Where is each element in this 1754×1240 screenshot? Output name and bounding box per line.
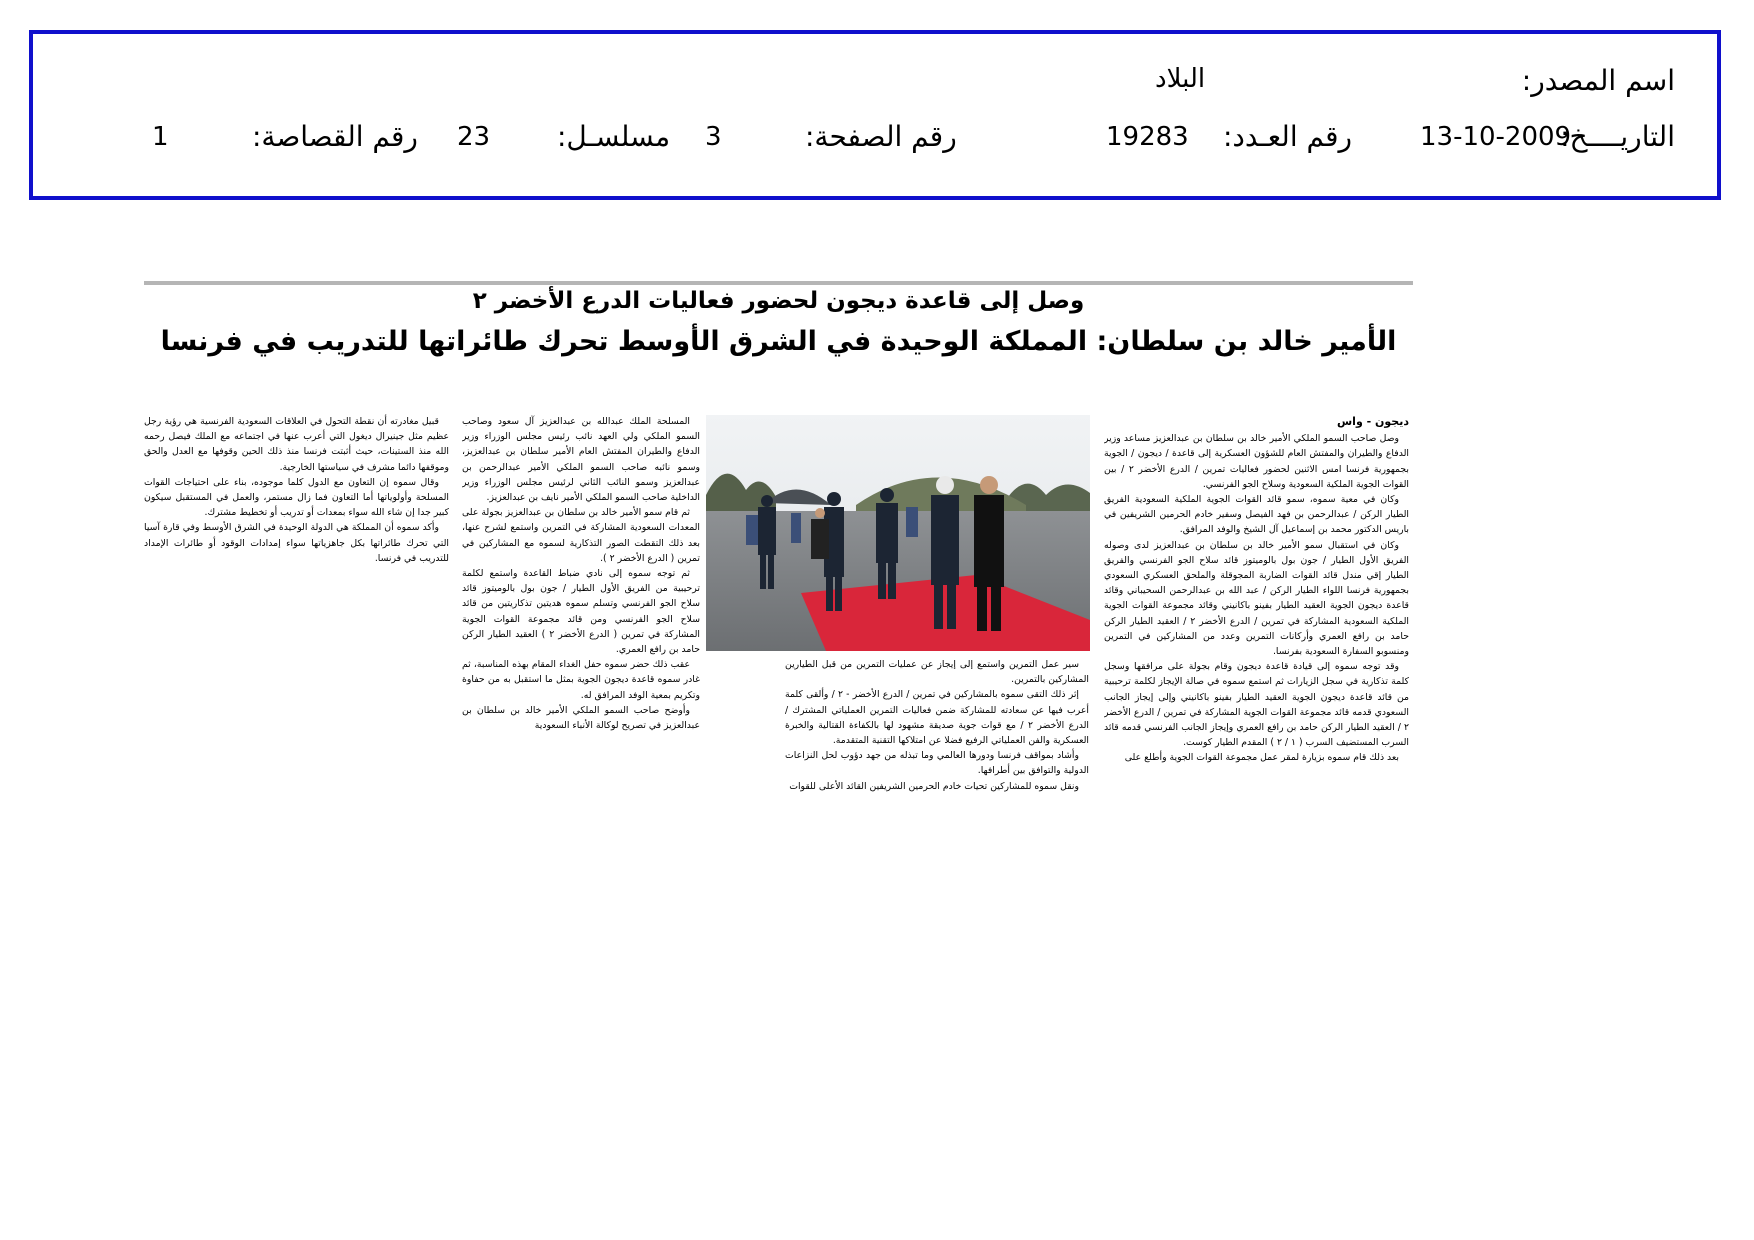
article-byline: ديجون - واس — [1337, 415, 1409, 428]
source-label: اسم المصدر: — [1521, 64, 1675, 97]
article-column-3 — [462, 414, 700, 816]
col2-paragraph: إثر ذلك التقى سموه بالمشاركين في تمرين / الدرع الأخضر - ٢ / وألقى كلمة أعرب فيها عن سعادته للمشاركة ضمن فعاليات التمرين العملياتي المشترك / الدرع الأخضر ٢ / مع قوات جوية صديقة مشهود لها بالكفاءة القتالية والخبرة العسكرية والفن العملياتي الرفيع فضلا عن امتلاكها التقنية المتقدمة. — [785, 689, 1089, 747]
col2-paragraph: وأشاد بمواقف فرنسا ودورها العالمي وما تبذله من جهد دؤوب لحل النزاعات الدولية والتوافق بين أطرافها. — [785, 750, 1089, 777]
col2-paragraph: سير عمل التمرين واستمع إلى إيجاز عن عمليات التمرين من قبل الطيارين المشاركين بالتمرين. — [785, 659, 1089, 686]
article-top-rule — [144, 281, 1413, 285]
col1-paragraph: وصل صاحب السمو الملكي الأمير خالد بن سلطان بن عبدالعزيز مساعد وزير الدفاع والطيران والمفتش العام للشؤون العسكرية إلى قاعدة / ديجون / الجوية بجمهورية فرنسا امس الاثنين لحضور فعاليات تمرين / الدرع الأخضر ٢ / بين القوات الجوية الملكية السعودية وسلاح الجو الفرنسي. — [1104, 433, 1409, 490]
col3-paragraph: المسلحة الملك عبدالله بن عبدالعزيز آل سعود وصاحب السمو الملكي ولي العهد نائب رئيس مجلس الوزراء وزير الدفاع والطيران المفتش العام الأمير سلطان بن عبدالعزيز، وسمو نائبه صاحب السمو الملكي الأمير عبدالرحمن بن عبدالعزيز وسمو النائب الثاني لرئيس مجلس الوزراء وزير الداخلية صاحب السمو الملكي الأمير نايف بن عبدالعزيز. — [462, 416, 700, 504]
col3-paragraph: وأوضح صاحب السمو الملكي الأمير خالد بن سلطان بن عبدالعزيز في تصريح لوكالة الأنباء السعودية — [462, 704, 700, 732]
col1-paragraph: وكان في معية سموه، سمو قائد القوات الجوية الملكية السعودية الفريق الطيار الركن / عبدالرحمن بن فهد الفيصل وسفير خادم الحرمين الشريفين في باريس الدكتور محمد بن إسماعيل آل الشيخ والوفد المرافق. — [1104, 494, 1409, 536]
col1-paragraph: بعد ذلك قام سموه بزيارة لمقر عمل مجموعة القوات الجوية وأطلع على — [1124, 752, 1399, 764]
serial-value: 23 — [457, 122, 491, 152]
article-kicker: وصل إلى قاعدة ديجون لحضور فعاليات الدرع الأخضر ٢ — [472, 288, 1085, 314]
col2-paragraph: ونقل سموه للمشاركين تحيات خادم الحرمين الشريفين القائد الأعلى للقوات — [789, 780, 1079, 792]
article-photo — [706, 415, 1090, 651]
col4-paragraph: وأكد سموه أن المملكة هي الدولة الوحيدة في الشرق الأوسط وفي قارة آسيا التي تحرك طائراتها بكل جاهزياتها سواء إمدادات الوقود أو طائرات الإمداد للتدريب في فرنسا. — [144, 522, 449, 564]
clipping-header-box — [29, 30, 1721, 200]
clip-number-value: 1 — [152, 122, 169, 152]
col3-paragraph: ثم توجه سموه إلى نادي ضباط القاعدة واستمع لكلمة ترحيبية من الفريق الأول الطيار / جون بول بالوميتوز قائد سلاح الجو الفرنسي وتسلم سموه هديتين تذكاريتين من قائد سلاح الجو الفرنسي ومن قائد مجموعة القوات الجوية المشاركة في تمرين ( الدرع الأخضر ٢ ) العقيد الطيار الركن حامد بن رافع العمري. — [462, 568, 700, 656]
page-value: 3 — [705, 122, 722, 152]
col4-paragraph: وقال سموه إن التعاون مع الدول كلما موجوده، بناء على احتياجات القوات المسلحة وأولوياتها أما التعاون فما زال مستمر، والعمل في المستقبل سيكون كبير جدا إن شاء الله سواء بمعدات أو تدريب أو تخطيط مشترك. — [144, 476, 449, 519]
issue-value: 19283 — [1106, 122, 1189, 152]
article-column-4 — [144, 414, 449, 594]
col3-paragraph: عقب ذلك حضر سموه حفل الغداء المقام بهذه المناسبة، ثم غادر سموه قاعدة ديجون الجوية بمثل ما استقبل به من حفاوة وتكريم بمعية الوفد المرافق له. — [462, 659, 700, 701]
article-column-2 — [785, 657, 1089, 817]
serial-label: مسلسـل: — [557, 120, 671, 153]
col4-paragraph: قبيل مغادرته أن نقطة التحول في العلاقات السعودية الفرنسية هي رؤية رجل عظيم مثل جينيرال ديغول التي أعرب عنها في اجتماعه مع الملك فيصل رحمه الله منذ الستينات، حيث أثبتت فرنسا منذ ذلك الحين وقوفها مع العدل والحق وموقفها دائما مشرف في سياستها الخارجية. — [144, 416, 449, 473]
issue-label: رقم العـدد: — [1223, 120, 1353, 153]
article-column-1 — [1104, 414, 1409, 816]
col1-paragraph: وكان في استقبال سمو الأمير خالد بن سلطان بن عبدالعزيز لدى وصوله الفريق الأول الطيار / جون بول بالوميتوز قائد سلاح الجو الفرنسي والفريق الطيار إقي مندل قائد القوات الضاربة المجوقلة والملحق العسكري السعودي بجمهورية فرنسا اللواء الطيار الركن / عبد الله بن عبدالرحمن السحيباني وقائد قاعدة ديجون الجوية العقيد الطيار بفينو باكانيني وقائد مجموعة القوات الجوية الملكية السعودية المشاركة في تمرين / الدرع الأخضر ٢ / العقيد الطيار الركن حامد بن رافع العمري وأركانات التمرين وعدد من المشاركين في التمرين ومنسوبو السفارة السعودية بفرنسا. — [1104, 539, 1409, 658]
col1-paragraph: وقد توجه سموه إلى قيادة قاعدة ديجون وقام بجولة على مرافقها وسجل كلمة تذكارية في سجل الزيارات ثم استمع سموه في صالة الإيجاز لكلمة ترحيبية من قائد قاعدة ديجون الجوية العقيد الطيار بفينو باكانيني وإلى إيجاز الجانب السعودي قدمه قائد مجموعة القوات الجوية المشاركة في تمرين / الدرع الأخضر ٢ / العقيد الطيار الركن حامد بن رافع العمري وإيجاز الجانب الفرنسي قدمه قائد السرب المستضيف السرب ( ١ / ٢ ) المقدم الطيار كوست. — [1104, 661, 1409, 749]
col3-paragraph: ثم قام سمو الأمير خالد بن سلطان بن عبدالعزيز بجولة على المعدات السعودية المشاركة في التمرين واستمع لشرح عنها، بعد ذلك التقطت الصور التذكارية لسموه مع المشاركين في تمرين ( الدرع الأخضر ٢ ). — [462, 507, 700, 564]
date-value: 13-10-2009 — [1420, 122, 1572, 152]
page-label: رقم الصفحة: — [805, 120, 957, 153]
clip-number-label: رقم القصاصة: — [252, 120, 418, 153]
article-headline: الأمير خالد بن سلطان: المملكة الوحيدة في الشرق الأوسط تحرك طائراتها للتدريب في فرنسا — [160, 326, 1397, 357]
photo-ceremony-image — [706, 415, 1090, 651]
date-label: التاريــــخ: — [1560, 120, 1675, 153]
source-value: البلاد — [1155, 64, 1206, 94]
